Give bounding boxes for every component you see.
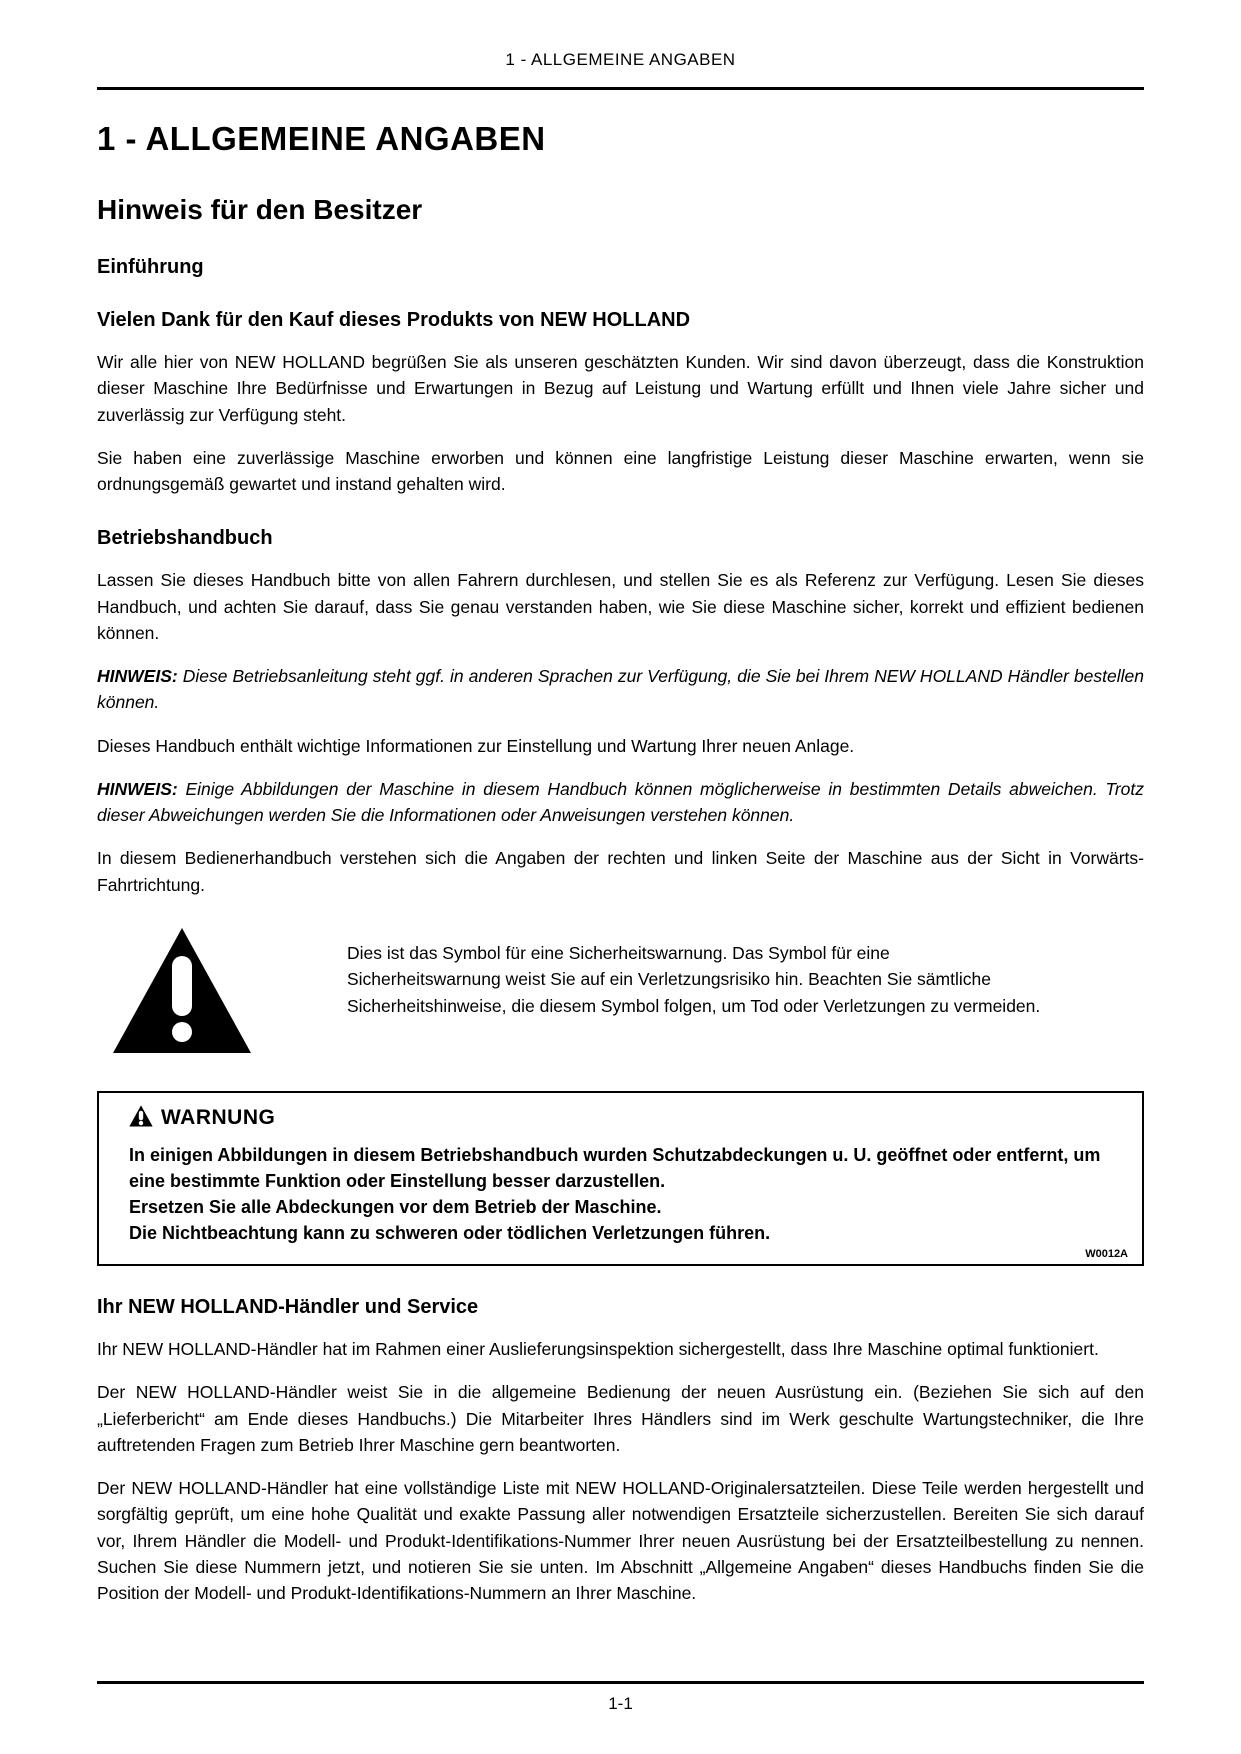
paragraph-contains: Dieses Handbuch enthält wichtige Informationen zur Einstellung und Wartung Ihrer neuen Anlage. <box>97 735 855 756</box>
note-illustrations <box>97 776 1144 829</box>
paragraph-dealer-parts: Der NEW HOLLAND-Händler hat eine vollständige Liste mit NEW HOLLAND-Originalersatzteilen. Diese Teile werden hergestellt und sorgfältig geprüft, um eine hohe Qualität und exakte Passung aller notwendigen Ersatzteile sicherzustellen. Bereiten Sie sich darauf vor, Ihrem Händler die Modell- und Produkt-Identifikations-Nummer Ihrer neuen Ausrüstung bei der Ersatzteilbestellung zu nennen. Suchen Sie diese Nummern jetzt, und notieren Sie sie unten. Im Abschnitt „Allgemeine Angaben“ dieses Handbuchs finden Sie die Position der Modell- und Produkt-Identifikations-Nummern an Ihrer Maschine. <box>97 1478 1144 1604</box>
chapter-title: 1 - ALLGEMEINE ANGABEN <box>97 120 546 157</box>
safety-alert-block <box>97 926 1144 1061</box>
footer-rule <box>97 1681 1144 1684</box>
intro-heading: Einführung <box>97 256 204 278</box>
paragraph-sides: In diesem Bedienerhandbuch verstehen sich die Angaben der rechten und linken Seite der Maschine aus der Sicht in Vorwärts-Fahrtrichtung. <box>97 848 1144 895</box>
section-title: Hinweis für den Besitzer <box>97 194 423 225</box>
manual-heading: Betriebshandbuch <box>97 527 273 550</box>
dealer-heading: Ihr NEW HOLLAND-Händler und Service <box>97 1296 479 1319</box>
warning-line: Die Nichtbeachtung kann zu schweren oder tödlichen Verletzungen führen. <box>129 1223 771 1244</box>
paragraph-reliable: Sie haben eine zuverlässige Maschine erworben und können eine langfristige Leistung dieser Maschine erwarten, wenn sie ordnungsgemäß gewartet und instand gehalten wird. <box>97 447 1144 494</box>
note-label: HINWEIS: <box>97 666 178 686</box>
safety-alert-icon <box>111 926 253 1061</box>
warning-box <box>97 1091 1144 1266</box>
thanks-heading: Vielen Dank für den Kauf dieses Produkts von NEW HOLLAND <box>97 309 691 331</box>
warning-triangle-icon <box>129 1105 153 1132</box>
warning-reference-code: W0012A <box>1085 1248 1128 1261</box>
warning-title: WARNUNG <box>161 1106 276 1130</box>
running-header: 1 - ALLGEMEINE ANGABEN <box>505 50 736 69</box>
page-number: 1-1 <box>608 1694 633 1713</box>
paragraph-dealer-training: Der NEW HOLLAND-Händler weist Sie in die allgemeine Bedienung der neuen Ausrüstung ein. (Beziehen Sie sich auf den „Lieferbericht“ am Ende dieses Handbuchs.) Die Mitarbeiter Ihres Händlers sind im Werk geschulte Wartungstechniker, die Ihre auftretenden Fragen zum Betrieb Ihrer Maschine gern beantworten. <box>97 1382 1144 1455</box>
warning-line: Ersetzen Sie alle Abdeckungen vor dem Betrieb der Maschine. <box>129 1196 662 1217</box>
note-text: Einige Abbildungen der Maschine in diesem Handbuch können möglicherweise in bestimmten Details abweichen. Trotz dieser Abweichungen werden Sie die Informationen oder Anweisungen verstehen können. <box>97 778 1144 825</box>
paragraph-welcome: Wir alle hier von NEW HOLLAND begrüßen Sie als unseren geschätzten Kunden. Wir sind davon überzeugt, dass die Konstruktion dieser Maschine Ihre Bedürfnisse und Erwartungen in Bezug auf Leistung und Wartung erfüllt und Ihnen viele Jahre sicher und zuverlässig zur Verfügung steht. <box>97 352 1144 425</box>
page-footer <box>97 1681 1144 1714</box>
paragraph-dealer-inspection: Ihr NEW HOLLAND-Händler hat im Rahmen einer Auslieferungsinspektion sichergestellt, dass Ihre Maschine optimal funktioniert. <box>97 1339 1099 1360</box>
paragraph-manual: Lassen Sie dieses Handbuch bitte von allen Fahrern durchlesen, und stellen Sie es als Referenz zur Verfügung. Lesen Sie dieses Handbuch, und achten Sie darauf, dass Sie genau verstanden haben, wie Sie diese Maschine sicher, korrekt und effizient bedienen können. <box>97 570 1144 643</box>
header-rule <box>97 87 1144 90</box>
note-languages <box>97 663 1144 716</box>
warning-line: In einigen Abbildungen in diesem Betriebshandbuch wurden Schutzabdeckungen u. U. geöffnet oder entfernt, um eine bestimmte Funktion oder Einstellung besser darzustellen. <box>129 1144 1101 1191</box>
warning-title-row <box>129 1105 1128 1132</box>
note-text: Diese Betriebsanleitung steht ggf. in anderen Sprachen zur Verfügung, die Sie bei Ihrem NEW HOLLAND Händler bestellen können. <box>97 666 1144 713</box>
note-label: HINWEIS: <box>97 778 178 799</box>
safety-alert-text: Dies ist das Symbol für eine Sicherheitswarnung. Das Symbol für eine Sicherheitswarnung weist Sie auf ein Verletzungsrisiko hin. Beachten Sie sämtliche Sicherheitshinweise, die diesem Symbol folgen, um Tod oder Verletzungen zu vermeiden. <box>347 942 1041 1016</box>
